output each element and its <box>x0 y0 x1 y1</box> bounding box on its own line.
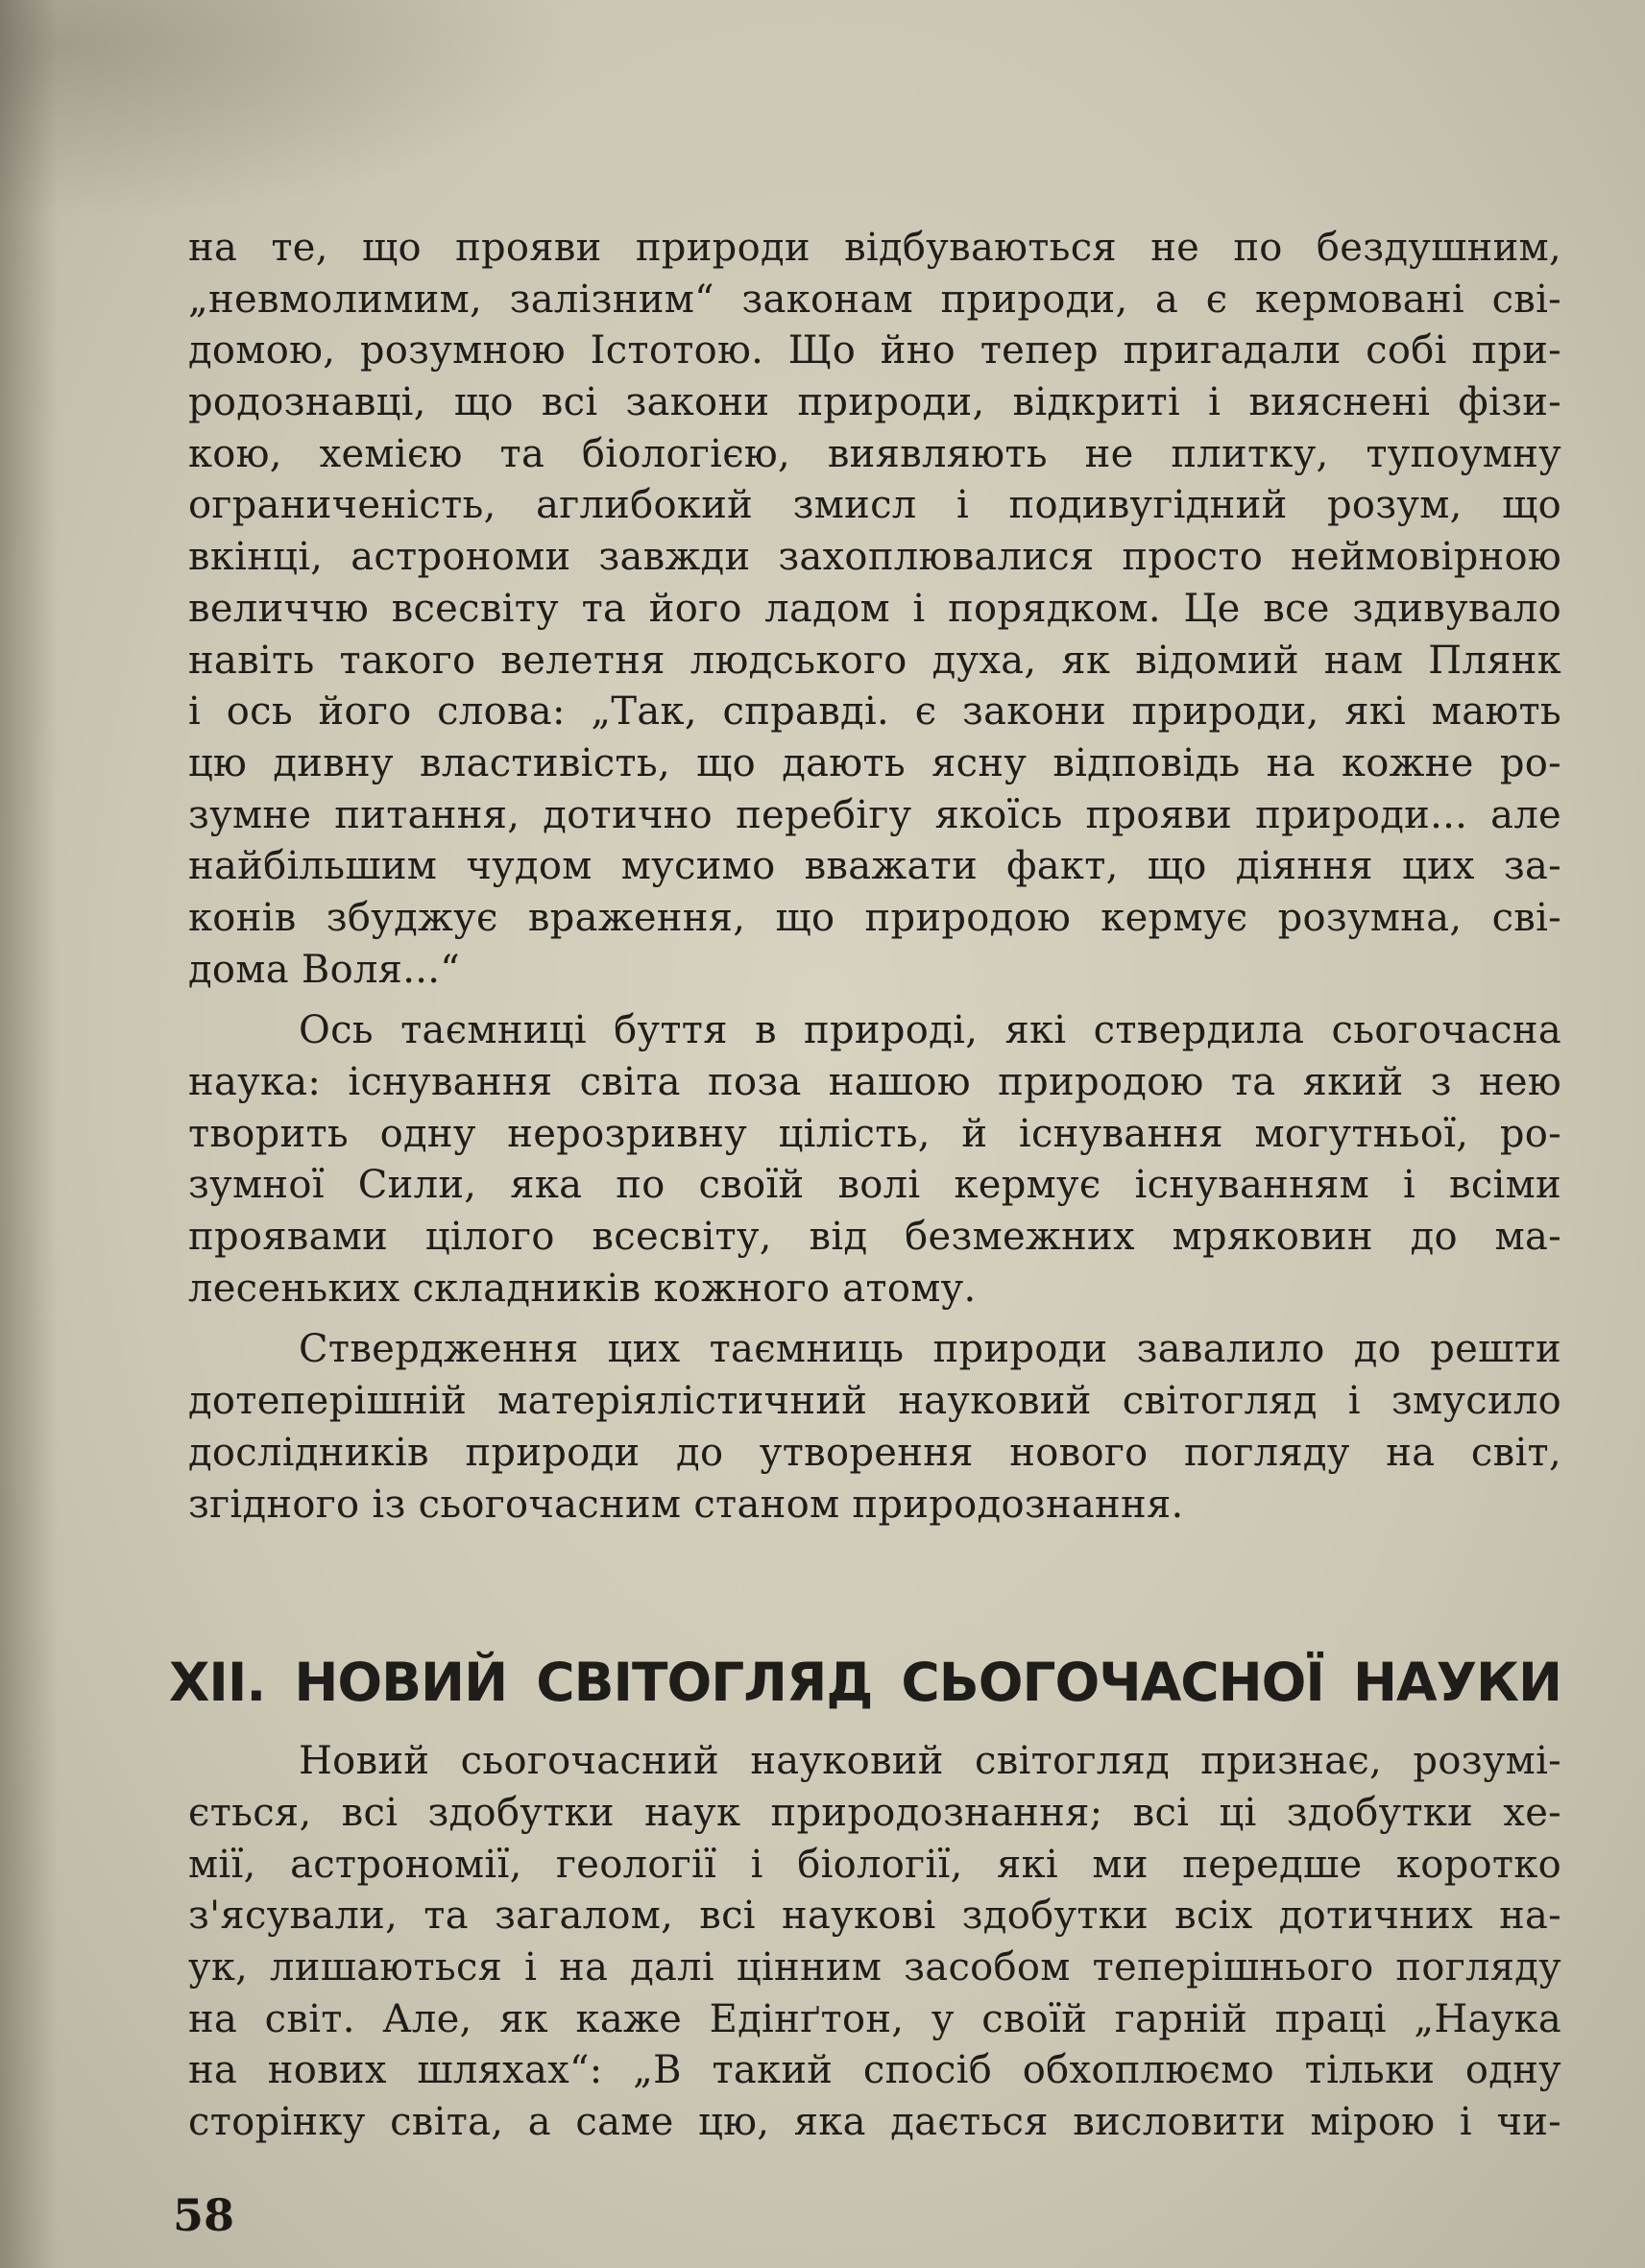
paragraph-spacer <box>188 996 1561 1005</box>
text-line: дослідників природи до утворення нового погляду на світ, <box>188 1430 1561 1475</box>
page-stain <box>0 0 576 221</box>
paragraph-1 <box>188 223 1561 996</box>
text-line: навіть такого велетня людського духа, як відомий нам Плянк <box>188 638 1561 683</box>
page-text <box>169 223 1561 2149</box>
text-line: цю дивну властивість, що дають ясну відповідь на кожне ро- <box>188 740 1561 785</box>
section-spacer <box>188 1531 1561 1644</box>
text-line: з'ясували, та загалом, всі наукові здобутки всіх дотичних на- <box>188 1894 1561 1939</box>
text-line: сторінку світа, а саме цю, яка дається висловити мірою і чи- <box>188 2100 1561 2144</box>
text-line: лесеньких складників кожного атому. <box>188 1266 977 1311</box>
text-line: дома Воля...“ <box>188 947 461 992</box>
text-line: творить одну нерозривну цілість, й існування могутньої, ро- <box>188 1111 1561 1156</box>
text-line: мії, астрономії, геології і біології, які ми передше коротко <box>188 1842 1561 1887</box>
text-line: ук, лишаються і на далі цінним засобом теперішнього погляду <box>188 1944 1561 1990</box>
paragraph-2 <box>188 1005 1561 1315</box>
text-line: на те, що прояви природи відбуваються не по бездушним, <box>188 226 1561 270</box>
text-line: проявами цілого всесвіту, від безмежних мряковин до ма- <box>188 1215 1561 1260</box>
section-heading: XII. НОВИЙ СВІТОГЛЯД СЬОГОЧАСНОЇ НАУКИ <box>169 1652 1561 1714</box>
paragraph-3 <box>188 1324 1561 1531</box>
text-line: величчю всесвіту та його ладом і порядком. Це все здивувало <box>188 586 1561 631</box>
text-line: Ствердження цих таємниць природи завалило до решти <box>299 1327 1561 1372</box>
text-line: „невмолимим, залізним“ законам природи, а є кермовані сві- <box>188 277 1561 322</box>
text-line: згідного із сьогочасним станом природознання. <box>188 1482 1184 1527</box>
text-line: родознавці, що всі закони природи, відкриті і вияснені фізи- <box>188 380 1561 425</box>
text-line: на світ. Але, як каже Едінґтон, у своїй гарній праці „Наука <box>188 1996 1561 2041</box>
text-line: конів збуджує враження, що природою кермує розумна, сві- <box>188 895 1561 940</box>
text-line: на нових шляхах“: „В такий спосіб обхоплюємо тільки одну <box>188 2048 1561 2093</box>
text-line: наука: існування світа поза нашою природою та який з нею <box>188 1060 1561 1104</box>
paragraph-spacer <box>188 1315 1561 1324</box>
page-number: 58 <box>173 2189 235 2241</box>
text-line: зумне питання, дотично перебігу якоїсь прояви природи... але <box>188 792 1561 837</box>
text-line: кою, хемією та біологією, виявляють не плитку, тупоумну <box>188 431 1561 476</box>
text-line: ограниченість, аглибокий змисл і подивугідний розум, що <box>188 483 1561 528</box>
text-line: домою, розумною Істотою. Що йно тепер пригадали собі при- <box>188 328 1561 374</box>
text-line: і ось його слова: „Так, справді. є закони природи, які мають <box>188 689 1561 735</box>
text-line: вкінці, астрономи завжди захоплювалися просто неймовірною <box>188 535 1561 580</box>
paragraph-4 <box>188 1736 1561 2149</box>
text-line: Ось таємниці буття в природі, які ствердила сьогочасна <box>299 1008 1561 1053</box>
text-line: Новий сьогочасний науковий світогляд признає, розумі- <box>299 1739 1561 1784</box>
text-line: ється, всі здобутки наук природознання; всі ці здобутки хе- <box>188 1790 1561 1835</box>
text-line: найбільшим чудом мусимо вважати факт, що діяння цих за- <box>188 844 1561 889</box>
text-line: зумної Сили, яка по своїй волі кермує існуванням і всіми <box>188 1163 1561 1208</box>
text-line: дотеперішній матеріялістичний науковий світогляд і змусило <box>188 1379 1561 1424</box>
page-edge-shadow <box>0 0 58 2268</box>
